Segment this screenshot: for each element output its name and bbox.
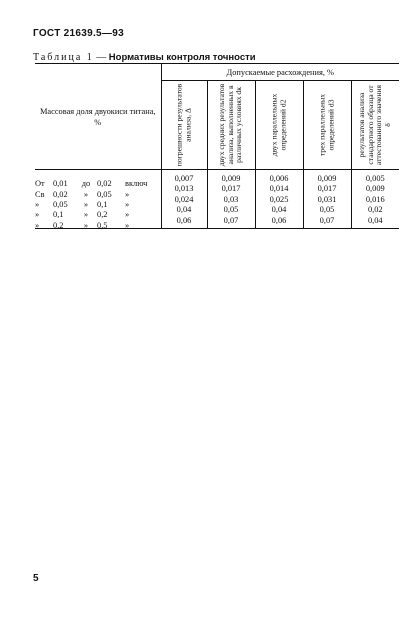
table-caption-title: Нормативы контроля точности — [108, 52, 256, 63]
header-col-three-parallel — [303, 81, 351, 170]
value-cell: 0,07 — [207, 216, 255, 229]
range-cell — [35, 205, 161, 220]
value-cell: 0,016 — [351, 195, 399, 205]
value-cell: 0,007 — [161, 170, 207, 185]
range-prefix: » — [35, 210, 40, 220]
value-cell: 0,04 — [351, 216, 399, 229]
table-row — [35, 216, 399, 229]
value-cell: 0,009 — [207, 170, 255, 185]
value-cell: 0,024 — [161, 195, 207, 205]
value-cell: 0,02 — [351, 205, 399, 215]
range-prefix: Св — [35, 189, 45, 199]
range-connector: » — [83, 189, 89, 199]
range-from: 0,1 — [53, 210, 64, 220]
range-from: 0,02 — [53, 189, 68, 199]
value-cell: 0,04 — [161, 205, 207, 215]
range-suffix: » — [125, 200, 130, 210]
header-col-reference-sample-label: результатов анализа стандартного образца от аттестованного значения δ — [357, 84, 392, 166]
value-cell: 0,05 — [207, 205, 255, 215]
value-cell: 0,025 — [255, 195, 303, 205]
value-cell: 0,031 — [303, 195, 351, 205]
range-from: 0,01 — [53, 179, 68, 189]
range-suffix: включ — [125, 179, 148, 189]
range-cell — [35, 184, 161, 199]
header-col-error-label: погрешности результатов анализа, Δ — [174, 83, 192, 167]
range-cell — [35, 195, 161, 210]
accuracy-norms-table — [35, 63, 399, 229]
value-cell: 0,006 — [255, 170, 303, 185]
value-cell: 0,05 — [303, 205, 351, 215]
range-to: 0,2 — [97, 210, 108, 220]
value-cell: 0,009 — [303, 170, 351, 185]
value-cell: 0,03 — [207, 195, 255, 205]
range-prefix: » — [35, 220, 40, 230]
range-connector: » — [83, 200, 89, 210]
value-cell: 0,005 — [351, 170, 399, 185]
table-row — [35, 195, 399, 205]
document-id: ГОСТ 21639.5—93 — [33, 28, 124, 39]
table-caption — [33, 52, 256, 63]
range-suffix: » — [125, 189, 130, 199]
header-col-reference-sample — [351, 81, 399, 170]
table-caption-dash: — — [93, 52, 109, 63]
header-allowed-deviations: Допускаемые расхождения, % — [161, 64, 399, 81]
value-cell: 0,06 — [255, 216, 303, 229]
table-row — [35, 184, 399, 194]
header-col-two-means — [207, 81, 255, 170]
value-cell: 0,04 — [255, 205, 303, 215]
range-suffix: » — [125, 220, 130, 230]
range-to: 0,1 — [97, 200, 108, 210]
table-caption-number: Таблица 1 — [33, 52, 94, 63]
value-cell: 0,009 — [351, 184, 399, 194]
range-to: 0,02 — [97, 179, 112, 189]
header-mass-fraction — [35, 64, 161, 170]
value-cell: 0,014 — [255, 184, 303, 194]
range-connector: » — [83, 210, 89, 220]
header-mass-fraction-label: Массовая доля двуокиси титана, % — [39, 106, 156, 127]
value-cell: 0,07 — [303, 216, 351, 229]
range-cell — [35, 216, 161, 229]
range-suffix: » — [125, 210, 130, 220]
header-col-two-parallel — [255, 81, 303, 170]
value-cell: 0,017 — [303, 184, 351, 194]
range-connector: до — [81, 179, 91, 189]
table-row — [35, 170, 399, 185]
range-prefix: » — [35, 200, 40, 210]
table-row — [35, 205, 399, 215]
header-col-three-parallel-label: трех параллельных определений d3 — [317, 94, 335, 157]
range-from: 0,05 — [53, 200, 68, 210]
value-cell: 0,017 — [207, 184, 255, 194]
header-col-two-means-label: двух средних результатов анализа, выполненных в различных условиях dк — [217, 83, 244, 167]
value-cell: 0,06 — [161, 216, 207, 229]
range-connector: » — [83, 220, 89, 230]
header-col-two-parallel-label: двух параллельных определений d2 — [269, 93, 287, 157]
range-to: 0,5 — [97, 220, 108, 230]
range-cell — [35, 170, 161, 189]
page-number: 5 — [33, 573, 39, 584]
range-from: 0,2 — [53, 220, 64, 230]
header-col-error — [161, 81, 207, 170]
range-prefix: От — [35, 179, 45, 189]
value-cell: 0,013 — [161, 184, 207, 194]
range-to: 0,05 — [97, 189, 112, 199]
